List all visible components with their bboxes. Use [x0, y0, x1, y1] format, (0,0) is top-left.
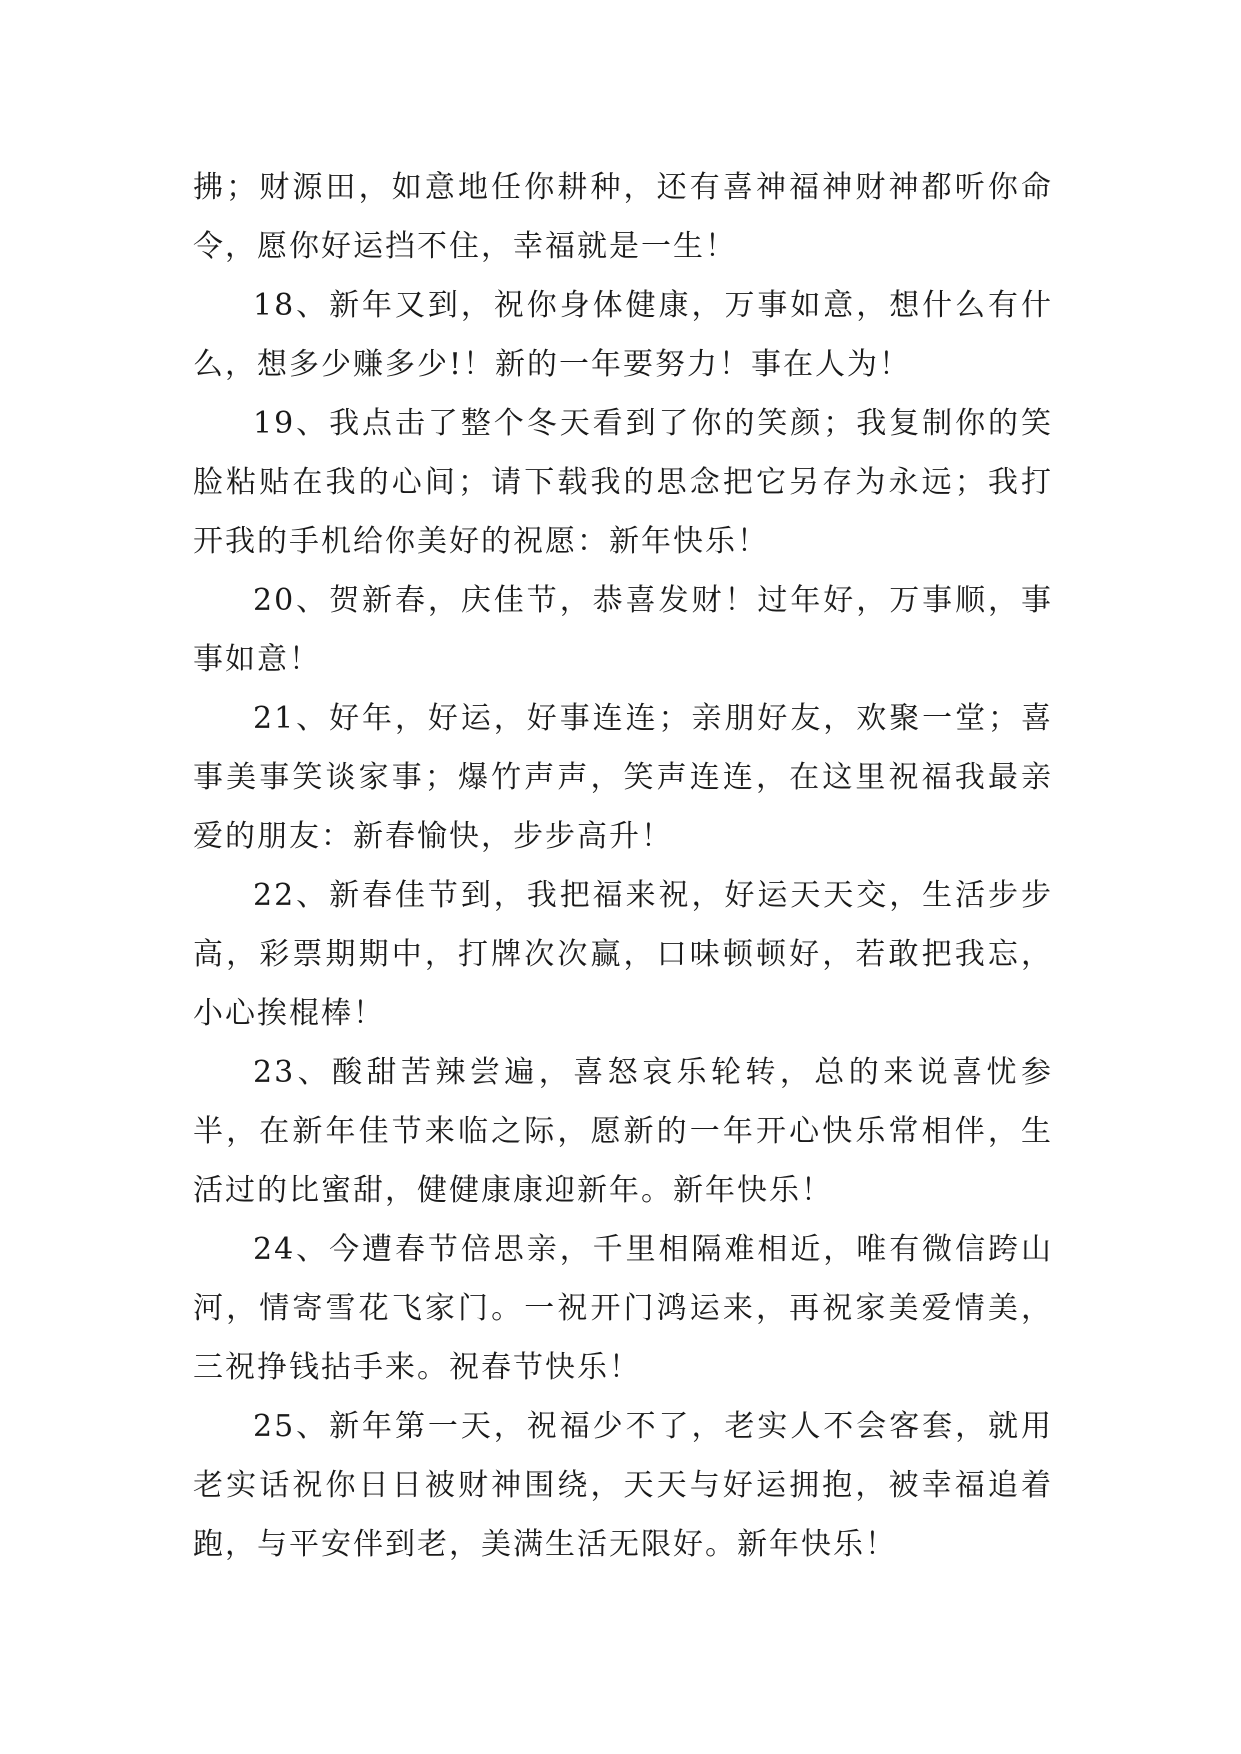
- paragraph-item-24: 24、今遭春节倍思亲，千里相隔难相近，唯有微信跨山河，情寄雪花飞家门。一祝开门鸿运来，再祝家美爱情美，三祝挣钱拈手来。祝春节快乐！: [193, 1232, 1053, 1385]
- document-body: [193, 158, 1053, 1574]
- paragraph-item-19: 19、我点击了整个冬天看到了你的笑颜；我复制你的笑脸粘贴在我的心间；请下载我的思念把它另存为永远；我打开我的手机给你美好的祝愿：新年快乐！: [193, 406, 1053, 559]
- paragraph-continuation: 拂；财源田，如意地任你耕种，还有喜神福神财神都听你命令，愿你好运挡不住，幸福就是一生！: [193, 170, 1053, 264]
- paragraph-item-23: 23、酸甜苦辣尝遍，喜怒哀乐轮转，总的来说喜忧参半，在新年佳节来临之际，愿新的一年开心快乐常相伴，生活过的比蜜甜，健健康康迎新年。新年快乐！: [193, 1055, 1053, 1208]
- paragraph-item-20: 20、贺新春，庆佳节，恭喜发财！过年好，万事顺，事事如意！: [193, 583, 1053, 677]
- paragraph-item-18: 18、新年又到，祝你身体健康，万事如意，想什么有什么，想多少赚多少!！新的一年要努力！事在人为！: [193, 288, 1053, 382]
- paragraph-item-25: 25、新年第一天，祝福少不了，老实人不会客套，就用老实话祝你日日被财神围绕，天天与好运拥抱，被幸福追着跑，与平安伴到老，美满生活无限好。新年快乐！: [193, 1409, 1053, 1562]
- paragraph-item-21: 21、好年，好运，好事连连；亲朋好友，欢聚一堂；喜事美事笑谈家事；爆竹声声，笑声连连，在这里祝福我最亲爱的朋友：新春愉快，步步高升！: [193, 701, 1053, 854]
- paragraph-item-22: 22、新春佳节到，我把福来祝，好运天天交，生活步步高，彩票期期中，打牌次次赢，口味顿顿好，若敢把我忘，小心挨棍棒！: [193, 878, 1053, 1031]
